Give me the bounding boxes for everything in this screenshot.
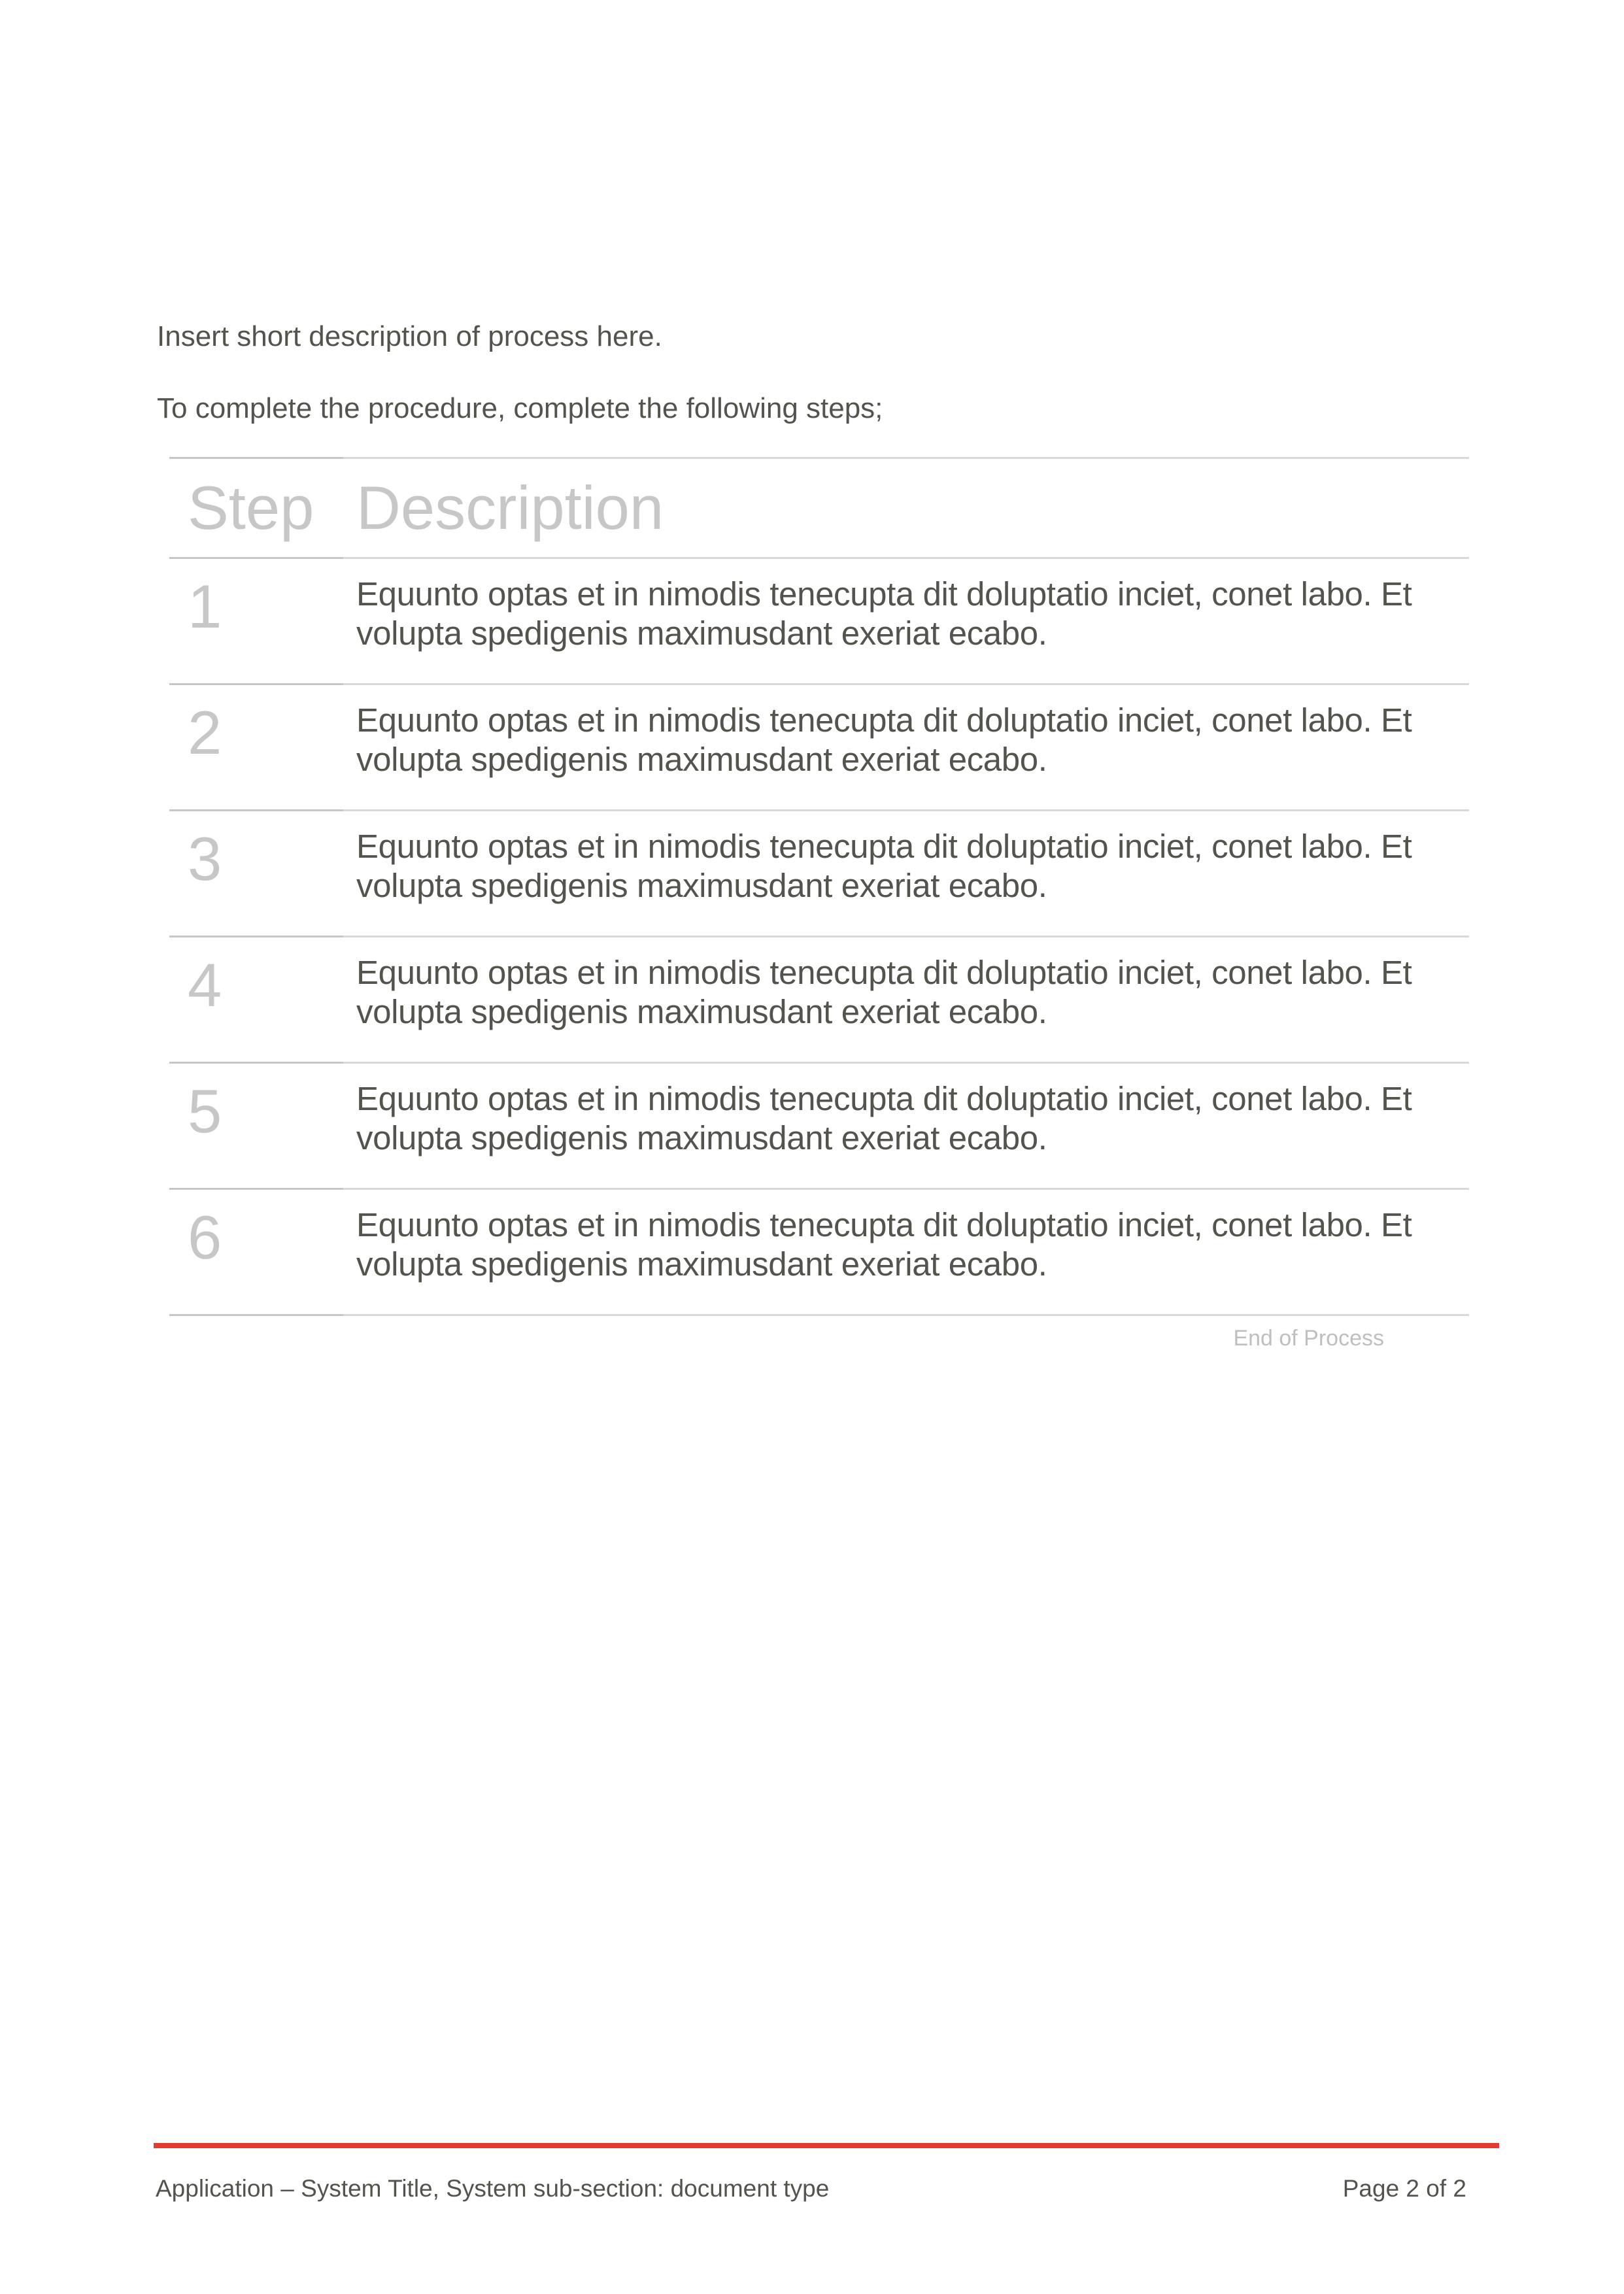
step-number: 5	[188, 1077, 222, 1145]
footer-accent-rule	[154, 2143, 1499, 2148]
step-number: 6	[188, 1203, 222, 1272]
step-description: Equunto optas et in nimodis tenecupta dit doluptatio inciet, conet labo. Et volupta spedigenis maximusdant exeriat ecabo.	[356, 828, 1412, 904]
step-cell	[169, 811, 343, 937]
table-row	[169, 937, 1469, 1064]
step-description: Equunto optas et in nimodis tenecupta dit doluptatio inciet, conet labo. Et volupta spedigenis maximusdant exeriat ecabo.	[356, 1206, 1412, 1283]
step-description: Equunto optas et in nimodis tenecupta dit doluptatio inciet, conet labo. Et volupta spedigenis maximusdant exeriat ecabo.	[356, 954, 1412, 1030]
table-row	[169, 811, 1469, 937]
step-number: 2	[188, 698, 222, 767]
table-row	[169, 1190, 1469, 1316]
step-cell	[169, 1064, 343, 1190]
step-description: Equunto optas et in nimodis tenecupta dit doluptatio inciet, conet labo. Et volupta spedigenis maximusdant exeriat ecabo.	[356, 701, 1412, 778]
steps-table	[169, 457, 1469, 1351]
step-number: 1	[188, 572, 222, 641]
column-header-description: Description	[343, 457, 1469, 559]
description-cell	[343, 685, 1469, 811]
description-cell	[343, 1064, 1469, 1190]
step-cell	[169, 1190, 343, 1316]
description-cell	[343, 811, 1469, 937]
intro-paragraph-2: To complete the procedure, complete the following steps;	[157, 392, 883, 424]
footer-document-title: Application – System Title, System sub-section: document type	[156, 2175, 830, 2202]
step-cell	[169, 937, 343, 1064]
step-cell	[169, 559, 343, 685]
table-row	[169, 559, 1469, 685]
footer-page-number: Page 2 of 2	[1342, 2175, 1466, 2202]
column-header-step: Step	[169, 457, 343, 559]
description-cell	[343, 937, 1469, 1064]
steps-table-header-row	[169, 457, 1469, 559]
step-description: Equunto optas et in nimodis tenecupta dit doluptatio inciet, conet labo. Et volupta spedigenis maximusdant exeriat ecabo.	[356, 575, 1412, 652]
step-number: 3	[188, 824, 222, 893]
steps-table-body	[169, 559, 1469, 1316]
description-cell	[343, 559, 1469, 685]
step-cell	[169, 685, 343, 811]
description-cell	[343, 1190, 1469, 1316]
step-description: Equunto optas et in nimodis tenecupta dit doluptatio inciet, conet labo. Et volupta spedigenis maximusdant exeriat ecabo.	[356, 1080, 1412, 1156]
page-footer	[156, 2174, 1466, 2203]
table-row	[169, 685, 1469, 811]
end-of-process-note: End of Process	[1233, 1326, 1384, 1351]
step-number: 4	[188, 951, 222, 1019]
intro-paragraph-1: Insert short description of process here.	[157, 320, 662, 352]
table-row	[169, 1064, 1469, 1190]
